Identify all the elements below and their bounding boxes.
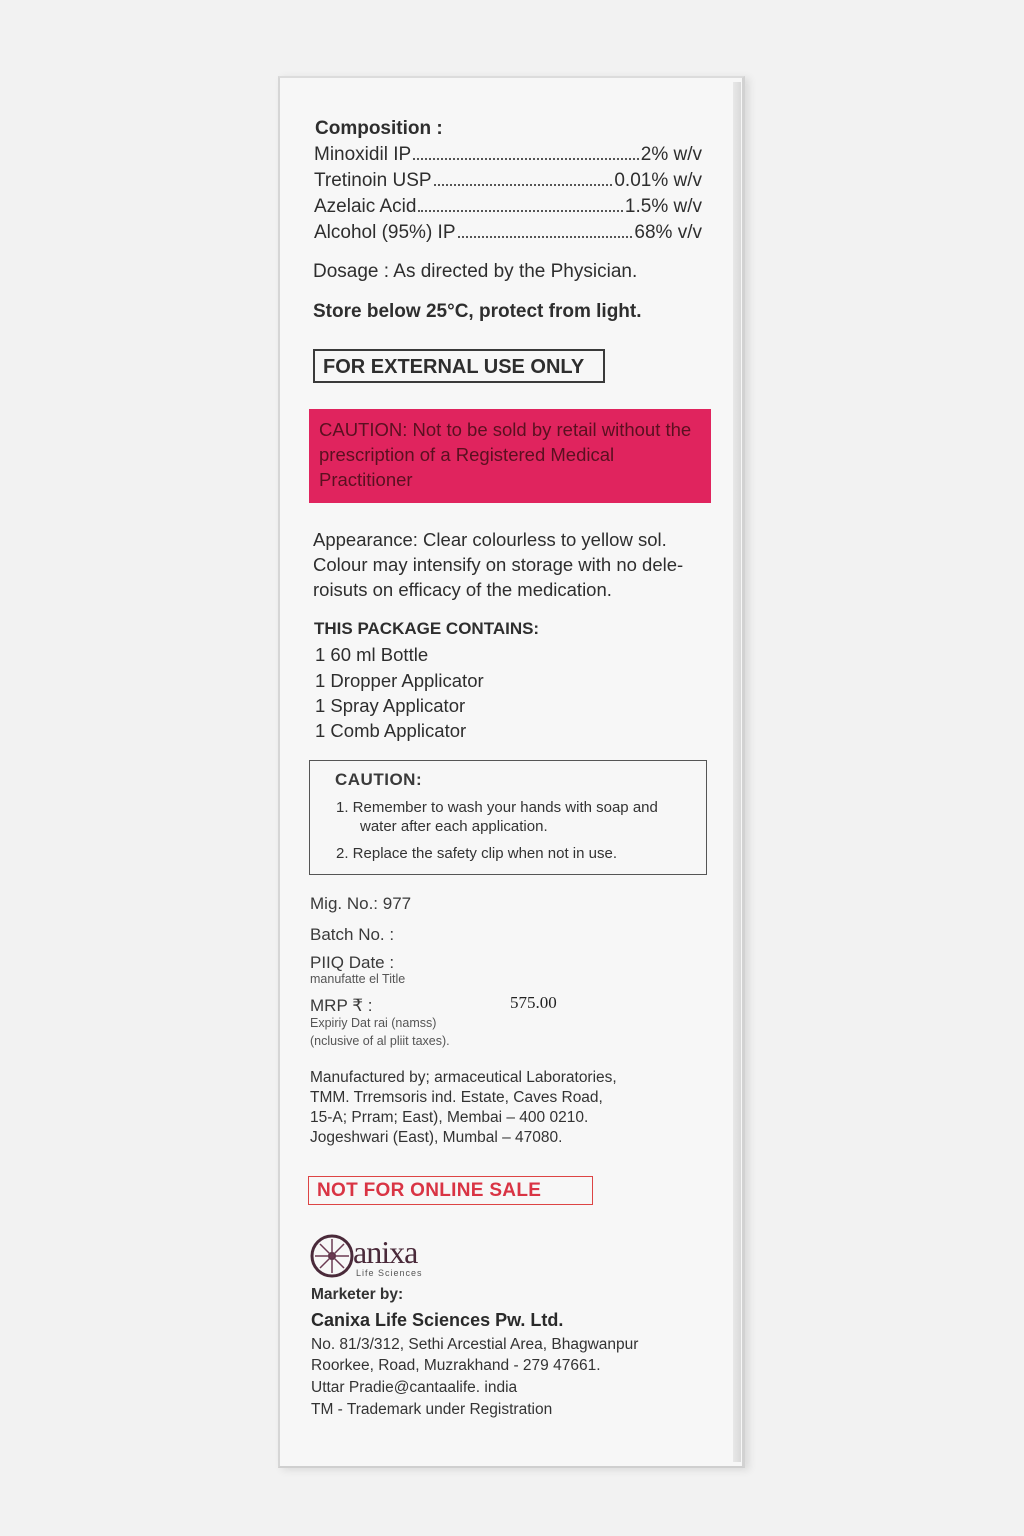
caution-title: CAUTION: <box>335 770 423 789</box>
mfg-number: Mig. No.: 977 <box>310 894 412 913</box>
caution-item: 2. Replace the safety clip when not in use. <box>336 845 618 862</box>
manufacturer-line: TMM. Trremsoris ind. Estate, Caves Road, <box>310 1089 603 1106</box>
composition-row <box>314 144 702 166</box>
marketed-by-label: Marketer by: <box>311 1286 404 1303</box>
composition-heading: Composition : <box>315 118 443 139</box>
ingredient-name: Azelaic Acid <box>314 196 417 217</box>
marketer-name: Canixa Life Sciences Pw. Ltd. <box>311 1310 564 1330</box>
box-edge <box>733 82 741 1462</box>
ingredient-qty: 68% v/v <box>634 222 702 243</box>
ingredient-name: Tretinoin USP <box>314 170 432 191</box>
expiry-subtext: Expiriy Dat rai (namss) <box>310 1016 437 1030</box>
logo-subtitle: Life Sciences <box>356 1268 423 1278</box>
pkg-date: PIIQ Date : <box>310 953 395 972</box>
marketer-address-line: Uttar Pradie@cantaalife. india <box>311 1379 518 1396</box>
composition-row <box>314 196 702 218</box>
dosage-text: Dosage : As directed by the Physician. <box>313 261 638 282</box>
manufacturer-line: 15-A; Prram; East), Membai – 400 0210. <box>310 1109 589 1126</box>
manufacturer-line: Manufactured by; armaceutical Laboratories, <box>310 1069 617 1086</box>
logo-wordmark: anixa <box>353 1234 418 1270</box>
mrp-value: 575.00 <box>510 993 557 1012</box>
caution-prescription-banner: CAUTION: Not to be sold by retail without the prescription of a Registered Medical Practitioner <box>309 409 711 503</box>
ingredient-qty: 1.5% w/v <box>624 196 702 217</box>
composition-row <box>314 222 702 244</box>
appearance-label: Appearance: <box>313 529 418 550</box>
ingredient-name: Alcohol (95%) IP <box>314 222 456 243</box>
ingredient-name: Minoxidil IP <box>314 144 412 165</box>
appearance-body: Clear colourless to yellow sol. Colour may intensify on storage with no dele-roisuts on efficacy of the medication. <box>313 529 684 600</box>
not-for-online-sale-label: NOT FOR ONLINE SALE <box>308 1176 593 1205</box>
marketer-address-line: Roorkee, Road, Muzrakhand - 279 47661. <box>311 1357 601 1374</box>
taxes-subtext: (nclusive of al pliit taxes). <box>310 1034 450 1048</box>
external-use-label: FOR EXTERNAL USE ONLY <box>313 349 605 383</box>
manufacturer-line: Jogeshwari (East), Mumbal – 47080. <box>310 1129 563 1146</box>
composition-row <box>314 170 702 192</box>
package-item: 1 Dropper Applicator <box>315 670 484 691</box>
trademark-note: TM - Trademark under Registration <box>311 1401 553 1418</box>
ingredient-qty: 0.01% w/v <box>614 170 702 191</box>
package-contents-heading: THIS PACKAGE CONTAINS: <box>314 619 540 638</box>
package-item: 1 Comb Applicator <box>315 720 467 741</box>
mrp-label: MRP ₹ : <box>310 996 373 1015</box>
package-item: 1 60 ml Bottle <box>315 644 429 665</box>
pkg-date-subtext: manufatte el Title <box>310 972 406 986</box>
marketer-address-line: No. 81/3/312, Sethi Arcestial Area, Bhagwanpur <box>311 1336 639 1353</box>
batch-number: Batch No. : <box>310 925 395 944</box>
package-item: 1 Spray Applicator <box>315 695 466 716</box>
ingredient-qty: 2% w/v <box>640 144 702 165</box>
appearance-text <box>313 527 713 602</box>
caution-item: water after each application. <box>360 818 548 835</box>
caution-item: 1. Remember to wash your hands with soap and <box>336 799 658 816</box>
storage-text: Store below 25°C, protect from light. <box>313 301 642 322</box>
canixa-wheel-logo-icon <box>309 1233 355 1279</box>
